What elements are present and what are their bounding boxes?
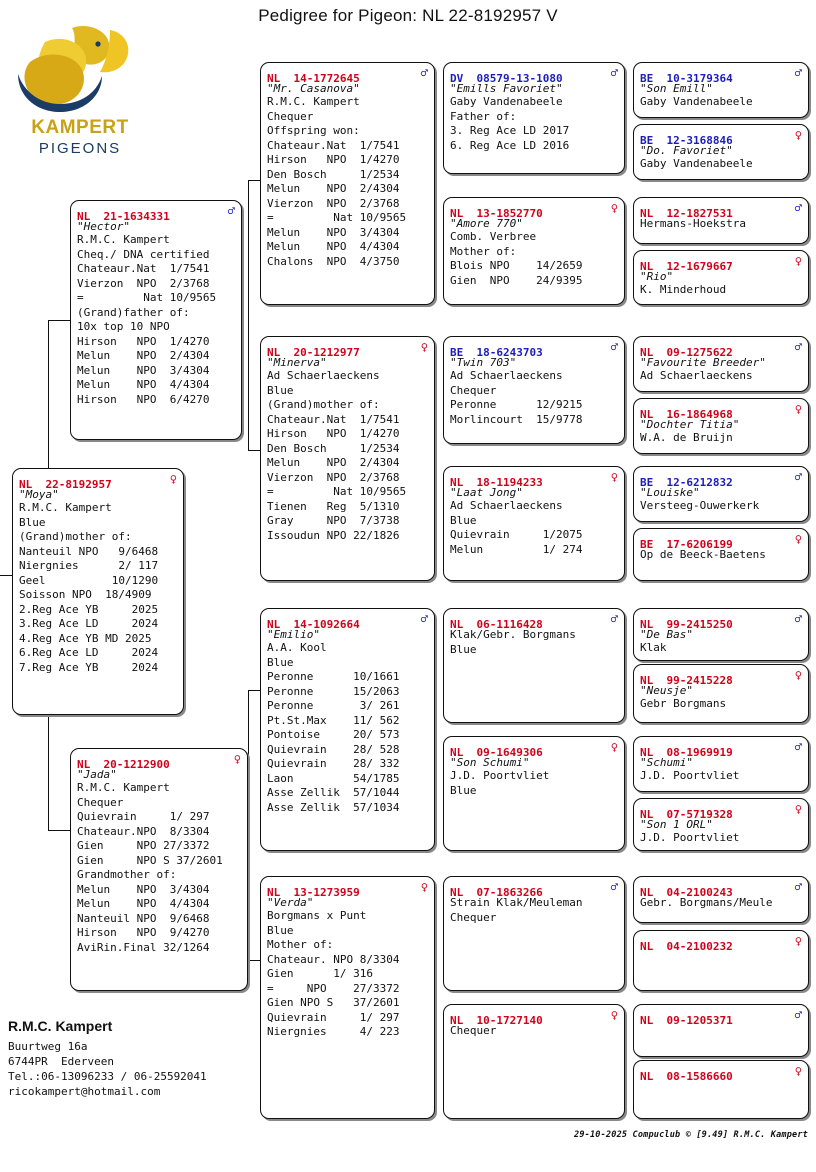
detail-line: Quievrain 1/ 297 xyxy=(77,810,210,823)
detail-line: Hermans-Hoekstra xyxy=(640,217,746,230)
sex-symbol-female: ♀ xyxy=(794,668,802,682)
sex-symbol-male: ♂ xyxy=(794,740,802,754)
detail-line: Klak/Gebr. Borgmans xyxy=(450,628,576,641)
pedigree-box-gggp6[interactable] xyxy=(633,398,809,454)
sex-symbol-female: ♀ xyxy=(610,740,618,754)
detail-line: Vierzon NPO 2/3768 xyxy=(267,470,400,484)
detail-line: (Grand)father of: xyxy=(77,305,190,319)
pedigree-box-gggp11[interactable] xyxy=(633,736,809,792)
detail-line: Ad Schaerlaeckens xyxy=(267,369,380,382)
detail-line: Op de Beeck-Baetens xyxy=(640,548,766,561)
sex-symbol-male: ♂ xyxy=(794,612,802,626)
detail-line: Gaby Vandenabeele xyxy=(450,95,563,108)
detail-line: Melun NPO 4/4304 xyxy=(267,240,400,253)
pedigree-box-ggp2[interactable] xyxy=(443,197,625,305)
detail-line: Father of: xyxy=(450,109,517,123)
detail-line: Den Bosch 1/2534 xyxy=(267,167,400,181)
detail-line: Gien NPO S 37/2601 xyxy=(267,996,400,1009)
pigeon-name: "Favourite Breeder" xyxy=(640,356,766,369)
detail-line: Hirson NPO 1/4270 xyxy=(267,427,400,440)
ring-number: NL 18-1194233 xyxy=(450,476,543,489)
detail-line: 10x top 10 NPO xyxy=(77,320,170,333)
sex-symbol-male: ♂ xyxy=(420,612,428,626)
pedigree-box-ggp1[interactable] xyxy=(443,62,625,174)
sex-symbol-male: ♂ xyxy=(227,204,235,218)
sex-symbol-female: ♀ xyxy=(794,254,802,268)
detail-line: Blue xyxy=(19,515,46,529)
pigeon-name: "Rio" xyxy=(640,270,674,283)
sex-symbol-male: ♂ xyxy=(610,612,618,626)
ring-number: NL 22-8192957 xyxy=(19,478,112,491)
pedigree-box-gggp5[interactable] xyxy=(633,336,809,392)
pedigree-box-gggp1[interactable] xyxy=(633,62,809,118)
detail-line: 7.Reg Ace YB 2024 xyxy=(19,660,159,674)
detail-line: Blue xyxy=(267,655,294,669)
brand-name: KAMPERT xyxy=(31,117,129,138)
detail-line: (Grand)mother of: xyxy=(19,530,132,543)
connector xyxy=(248,180,249,450)
sex-symbol-female: ♀ xyxy=(610,470,618,484)
ring-number: NL 99-2415250 xyxy=(640,618,733,631)
detail-line: A.A. Kool xyxy=(267,641,327,654)
detail-line: Niergnies 4/ 223 xyxy=(267,1025,400,1038)
ring-number: NL 07-5719328 xyxy=(640,808,733,821)
footer-credit: 29-10-2025 Compuclub © [9.49] R.M.C. Kampert xyxy=(574,1130,808,1140)
ring-number: NL 09-1205371 xyxy=(640,1014,733,1027)
detail-line: Asse Zellik 57/1034 xyxy=(267,800,400,814)
detail-line: 6.Reg Ace LD 2024 xyxy=(19,646,159,659)
pedigree-box-gggp4[interactable] xyxy=(633,250,809,305)
pigeon-name: "Emills Favoriet" xyxy=(450,82,563,95)
connector xyxy=(248,450,260,451)
pedigree-box-gggp13[interactable] xyxy=(633,876,809,923)
detail-line: = NPO 27/3372 xyxy=(267,981,400,995)
detail-line: Melun NPO 4/4304 xyxy=(77,897,210,910)
ring-number: NL 16-1864968 xyxy=(640,408,733,421)
pigeon-name: "Hector" xyxy=(77,220,130,233)
detail-line: Chateaur. NPO 8/3304 xyxy=(267,952,400,966)
detail-line: Blue xyxy=(267,923,294,937)
detail-line: Den Bosch 1/2534 xyxy=(267,441,400,455)
pedigree-box-ggp7[interactable] xyxy=(443,876,625,991)
detail-line: Quievrain 28/ 528 xyxy=(267,742,400,756)
pigeon-name: "Emilio" xyxy=(267,628,320,641)
pedigree-box-gp1[interactable] xyxy=(260,62,435,305)
detail-line: Melun NPO 4/4304 xyxy=(77,378,210,391)
pigeon-name: "Do. Favoriet" xyxy=(640,144,733,157)
connector xyxy=(248,690,249,960)
sex-symbol-male: ♂ xyxy=(794,470,802,484)
detail-line: Pontoise 20/ 573 xyxy=(267,728,400,741)
detail-line: W.A. de Bruijn xyxy=(640,431,733,444)
detail-line: K. Minderhoud xyxy=(640,283,727,296)
pigeon-name: "Louiske" xyxy=(640,486,700,499)
pedigree-box-sire[interactable] xyxy=(70,200,242,440)
detail-line: Gien NPO S 37/2601 xyxy=(77,853,223,867)
detail-line: R.M.C. Kampert xyxy=(77,781,170,794)
detail-line: Offspring won: xyxy=(267,124,360,137)
detail-line: AviRin.Final 32/1264 xyxy=(77,940,210,954)
detail-line: Asse Zellik 57/1044 xyxy=(267,786,400,799)
brand-subtitle: PIGEONS xyxy=(38,140,122,157)
ring-number: NL 13-1852770 xyxy=(450,207,543,220)
detail-line: Blue xyxy=(450,642,477,656)
pigeon-name: "Minerva" xyxy=(267,356,327,369)
pedigree-box-gggp3[interactable] xyxy=(633,197,809,244)
ring-number: BE 12-6212832 xyxy=(640,476,733,489)
detail-line: Chequer xyxy=(450,910,497,924)
detail-line: Blue xyxy=(450,783,477,797)
pedigree-box-gp3[interactable] xyxy=(260,608,435,851)
detail-line: Comb. Verbree xyxy=(450,230,537,243)
detail-line: Hirson NPO 1/4270 xyxy=(267,153,400,166)
detail-line: Chequer xyxy=(450,383,497,397)
pigeon-name: "Dochter Titia" xyxy=(640,418,740,431)
pedigree-box-ggp4[interactable] xyxy=(443,466,625,581)
pigeon-name: "Amore 770" xyxy=(450,217,523,230)
detail-line: Grandmother of: xyxy=(77,868,177,881)
detail-line: Chateaur.Nat 1/7541 xyxy=(267,412,400,426)
ring-number: NL 04-2100232 xyxy=(640,940,733,953)
detail-line: Nanteuil NPO 9/6468 xyxy=(77,911,210,925)
pedigree-box-gggp14[interactable] xyxy=(633,930,809,991)
detail-line: Soisson NPO 18/4909 xyxy=(19,588,152,601)
ring-number: NL 09-1649306 xyxy=(450,746,543,759)
pedigree-box-ggp5[interactable] xyxy=(443,608,625,723)
detail-line: Gien NPO 27/3372 xyxy=(77,839,210,852)
owner-address-line: Buurtweg 16a xyxy=(8,1040,88,1053)
pedigree-box-ggp6[interactable] xyxy=(443,736,625,851)
detail-line: = Nat 10/9565 xyxy=(267,485,407,498)
detail-line: Melun NPO 3/4304 xyxy=(77,363,210,377)
connector xyxy=(248,180,260,181)
detail-line: J.D. Poortvliet xyxy=(640,769,740,782)
pedigree-box-gggp9[interactable] xyxy=(633,608,809,661)
detail-line: Chequer xyxy=(77,795,124,809)
detail-line: Hirson NPO 1/4270 xyxy=(77,334,210,348)
detail-line: R.M.C. Kampert xyxy=(77,233,170,246)
detail-line: Blue xyxy=(267,383,294,397)
sex-symbol-male: ♂ xyxy=(794,1008,802,1022)
sex-symbol-male: ♂ xyxy=(610,340,618,354)
brand-logo xyxy=(10,22,150,172)
pigeon-name: "Twin 703" xyxy=(450,356,517,369)
pigeon-name: "Schumi" xyxy=(640,756,693,769)
sex-symbol-male: ♂ xyxy=(610,66,618,80)
detail-line: 6. Reg Ace LD 2016 xyxy=(450,138,570,152)
pigeon-name: "De Bas" xyxy=(640,628,693,641)
detail-line: Mother of: xyxy=(267,938,334,951)
pedigree-box-dam[interactable] xyxy=(70,748,248,991)
pedigree-box-gggp12[interactable] xyxy=(633,798,809,851)
detail-line: Nanteuil NPO 9/6468 xyxy=(19,544,159,558)
owner-block xyxy=(8,1018,258,1099)
detail-line: 4.Reg Ace YB MD 2025 xyxy=(19,631,152,645)
ring-number: BE 17-6206199 xyxy=(640,538,733,551)
detail-line: Morlincourt 15/9778 xyxy=(450,412,583,426)
detail-line: Mother of: xyxy=(450,244,517,258)
pigeon-name: "Verda" xyxy=(267,896,314,909)
sex-symbol-female: ♀ xyxy=(610,201,618,215)
detail-line: J.D. Poortvliet xyxy=(450,769,550,782)
pedigree-box-ggp3[interactable] xyxy=(443,336,625,444)
pedigree-box-gp4[interactable] xyxy=(260,876,435,1119)
detail-line: Hirson NPO 9/4270 xyxy=(77,926,210,939)
pedigree-box-gggp2[interactable] xyxy=(633,124,809,180)
detail-line: Chalons NPO 4/3750 xyxy=(267,254,400,268)
detail-line: Peronne 15/2063 xyxy=(267,684,400,698)
ring-number: NL 20-1212977 xyxy=(267,346,360,359)
connector xyxy=(48,830,70,831)
sex-symbol-female: ♀ xyxy=(420,880,428,894)
detail-line: Gien 1/ 316 xyxy=(267,967,373,980)
owner-address-line: 6744PR Ederveen xyxy=(8,1055,114,1068)
sex-symbol-female: ♀ xyxy=(794,532,802,546)
detail-line: Gebr Borgmans xyxy=(640,697,727,710)
sex-symbol-female: ♀ xyxy=(233,752,241,766)
connector xyxy=(48,320,70,321)
detail-line: 2.Reg Ace YB 2025 xyxy=(19,602,159,616)
ring-number: BE 18-6243703 xyxy=(450,346,543,359)
sex-symbol-male: ♂ xyxy=(794,201,802,215)
detail-line: Chequer xyxy=(450,1024,497,1037)
sex-symbol-female: ♀ xyxy=(794,802,802,816)
owner-name: R.M.C. Kampert xyxy=(8,1018,113,1034)
sex-symbol-female: ♀ xyxy=(420,340,428,354)
detail-line: Issoudun NPO 22/1826 xyxy=(267,528,400,542)
pedigree-box-gp2[interactable] xyxy=(260,336,435,581)
ring-number: NL 99-2415228 xyxy=(640,674,733,687)
detail-line: Pt.St.Max 11/ 562 xyxy=(267,713,400,727)
sex-symbol-female: ♀ xyxy=(610,1008,618,1022)
detail-line: Laon 54/1785 xyxy=(267,771,400,785)
detail-line: Strain Klak/Meuleman xyxy=(450,896,583,909)
detail-line: Melun NPO 2/4304 xyxy=(267,456,400,469)
detail-line: Chateaur.NPO 8/3304 xyxy=(77,824,210,838)
detail-line: Gaby Vandenabeele xyxy=(640,157,753,170)
detail-line: Melun NPO 2/4304 xyxy=(267,182,400,195)
sex-symbol-female: ♀ xyxy=(169,472,177,486)
sex-symbol-male: ♂ xyxy=(794,880,802,894)
detail-line: Borgmans x Punt xyxy=(267,909,367,922)
pigeon-name: "Son Schumi" xyxy=(450,756,530,769)
detail-line: 3.Reg Ace LD 2024 xyxy=(19,617,159,630)
sex-symbol-male: ♂ xyxy=(420,66,428,80)
ring-number: NL 10-1727140 xyxy=(450,1014,543,1027)
detail-line: Ad Schaerlaeckens xyxy=(640,369,753,382)
page-title: Pedigree for Pigeon: NL 22-8192957 V xyxy=(258,6,558,25)
detail-line: Niergnies 2/ 117 xyxy=(19,559,159,572)
detail-line: Melun NPO 3/4304 xyxy=(77,882,210,896)
ring-number: NL 07-1863266 xyxy=(450,886,543,899)
detail-line: J.D. Poortvliet xyxy=(640,831,740,844)
connector xyxy=(248,960,260,961)
ring-number: NL 08-1969919 xyxy=(640,746,733,759)
detail-line: Blue xyxy=(450,513,477,527)
connector xyxy=(248,690,260,691)
detail-line: Tienen Reg 5/1310 xyxy=(267,499,400,513)
detail-line: Quievrain 1/2075 xyxy=(450,528,583,541)
detail-line: = Nat 10/9565 xyxy=(77,291,217,304)
detail-line: Gray NPO 7/3738 xyxy=(267,514,400,527)
detail-line: Ad Schaerlaeckens xyxy=(450,369,563,382)
owner-phone: Tel.:06-13096233 / 06-25592041 xyxy=(8,1070,207,1083)
detail-line: 3. Reg Ace LD 2017 xyxy=(450,124,570,137)
pedigree-box-gggp16[interactable] xyxy=(633,1060,809,1119)
ring-number: NL 14-1772645 xyxy=(267,72,360,85)
sex-symbol-female: ♀ xyxy=(794,1064,802,1078)
detail-line: Gaby Vandenabeele xyxy=(640,95,753,108)
pigeon-name: "Laat Jong" xyxy=(450,486,523,499)
owner-email[interactable]: ricokampert@hotmail.com xyxy=(8,1085,161,1098)
detail-line: Chateaur.Nat 1/7541 xyxy=(77,262,210,275)
ring-number: NL 04-2100243 xyxy=(640,886,733,899)
detail-line: Gebr. Borgmans/Meule xyxy=(640,896,773,909)
pedigree-box-gggp7[interactable] xyxy=(633,466,809,522)
detail-line: Melun NPO 2/4304 xyxy=(77,349,210,362)
pigeon-name: "Moya" xyxy=(19,488,59,501)
detail-line: Peronne 12/9215 xyxy=(450,398,583,411)
detail-line: Gien NPO 24/9395 xyxy=(450,273,583,287)
ring-number: NL 06-1116428 xyxy=(450,618,543,631)
ring-number: BE 10-3179364 xyxy=(640,72,733,85)
detail-line: R.M.C. Kampert xyxy=(19,501,112,514)
sex-symbol-male: ♂ xyxy=(794,66,802,80)
detail-line: (Grand)mother of: xyxy=(267,398,380,411)
detail-line: Peronne 10/1661 xyxy=(267,670,400,683)
detail-line: Ad Schaerlaeckens xyxy=(450,499,563,512)
ring-number: NL 12-1679667 xyxy=(640,260,733,273)
ring-number: NL 21-1634331 xyxy=(77,210,170,223)
ring-number: NL 14-1092664 xyxy=(267,618,360,631)
pedigree-box-ggp8[interactable] xyxy=(443,1004,625,1119)
detail-line: Quievrain 1/ 297 xyxy=(267,1010,400,1024)
detail-line: Hirson NPO 6/4270 xyxy=(77,392,210,406)
pedigree-box-gggp15[interactable] xyxy=(633,1004,809,1057)
detail-line: Peronne 3/ 261 xyxy=(267,699,400,712)
sex-symbol-male: ♂ xyxy=(794,340,802,354)
ring-number: NL 09-1275622 xyxy=(640,346,733,359)
pigeon-name: "Neusje" xyxy=(640,684,693,697)
detail-line: Chateaur.Nat 1/7541 xyxy=(267,138,400,152)
pigeon-name: "Son 1 ORL" xyxy=(640,818,713,831)
ring-number: NL 13-1273959 xyxy=(267,886,360,899)
pigeon-name: "Jada" xyxy=(77,768,117,781)
detail-line: Vierzon NPO 2/3768 xyxy=(267,196,400,210)
detail-line: Vierzon NPO 2/3768 xyxy=(77,276,210,290)
detail-line: Geel 10/1290 xyxy=(19,573,159,587)
detail-line: R.M.C. Kampert xyxy=(267,95,360,108)
detail-line: Melun NPO 3/4304 xyxy=(267,225,400,239)
pedigree-box-gggp10[interactable] xyxy=(633,664,809,723)
detail-line: Chequer xyxy=(267,109,314,123)
connector xyxy=(0,575,12,576)
pigeon-name: "Son Emill" xyxy=(640,82,713,95)
pigeon-logo-icon xyxy=(10,22,150,117)
detail-line: Melun 1/ 274 xyxy=(450,542,583,556)
pedigree-box-gggp8[interactable] xyxy=(633,528,809,581)
pedigree-box-subject[interactable] xyxy=(12,468,184,715)
sex-symbol-female: ♀ xyxy=(794,934,802,948)
sex-symbol-female: ♀ xyxy=(794,128,802,142)
ring-number: NL 08-1586660 xyxy=(640,1070,733,1083)
ring-number: BE 12-3168846 xyxy=(640,134,733,147)
detail-line: Cheq./ DNA certified xyxy=(77,247,210,261)
ring-number: DV 08579-13-1080 xyxy=(450,72,563,85)
sex-symbol-male: ♂ xyxy=(610,880,618,894)
detail-line: Blois NPO 14/2659 xyxy=(450,259,583,272)
sex-symbol-female: ♀ xyxy=(794,402,802,416)
detail-line: Klak xyxy=(640,641,667,654)
detail-line: = Nat 10/9565 xyxy=(267,211,407,224)
detail-line: Versteeg-Ouwerkerk xyxy=(640,499,760,512)
ring-number: NL 12-1827531 xyxy=(640,207,733,220)
ring-number: NL 20-1212900 xyxy=(77,758,170,771)
detail-line: Quievrain 28/ 332 xyxy=(267,757,400,770)
pigeon-name: "Mr. Casanova" xyxy=(267,82,360,95)
